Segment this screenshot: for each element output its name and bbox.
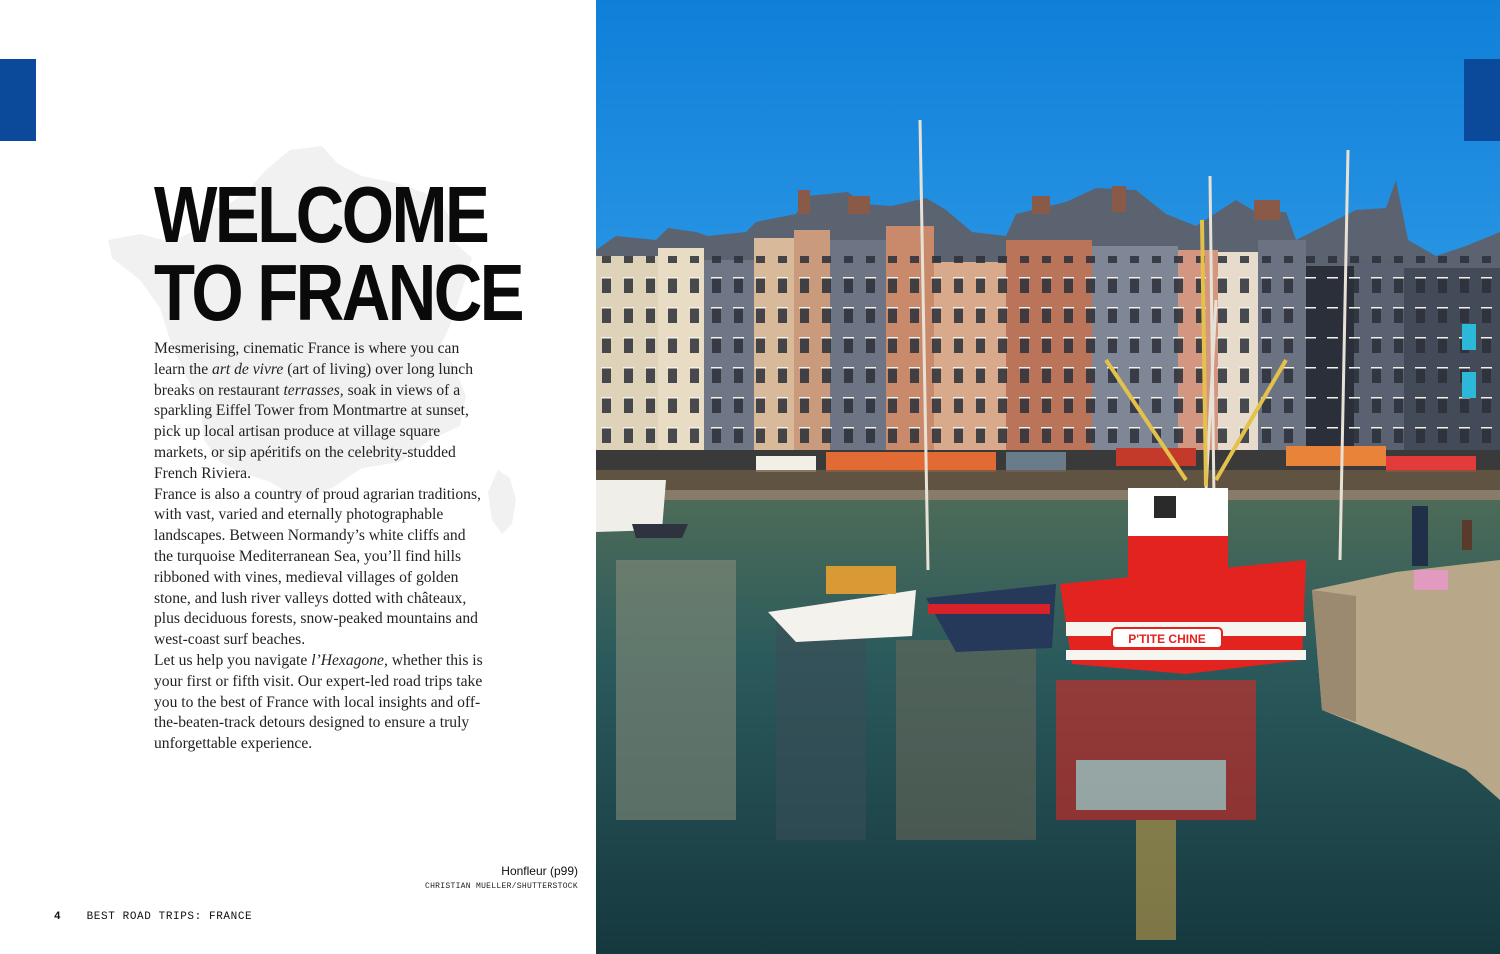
paragraph-1-text-c: soak in views of a sparkling Eiffel Tower from Montmartre at sunset, pick up local artisan produce at village square markets, or sip apéritifs on the celebrity-studded French Riviera. — [154, 381, 469, 482]
paragraph-3-text-a: Let us help you navigate — [154, 651, 312, 669]
paragraph-1-text-a: Mesmerising, cinematic France is where you can learn the — [154, 340, 460, 378]
paragraph-3 — [154, 651, 484, 755]
page-title — [154, 170, 523, 337]
section-tab-left — [0, 59, 36, 141]
photo-caption — [425, 864, 578, 891]
title-line-1: WELCOME — [154, 170, 488, 259]
caption-title: Honfleur (p99) — [501, 864, 578, 878]
paragraph-3-italic: l’Hexagone, — [311, 651, 388, 669]
body-text — [154, 339, 484, 755]
paragraph-1 — [154, 339, 484, 485]
paragraph-1-italic-b: terrasses, — [283, 381, 344, 399]
left-page — [0, 0, 596, 954]
running-head: BEST ROAD TRIPS: FRANCE — [86, 911, 253, 923]
page-footer — [54, 911, 252, 923]
paragraph-2: France is also a country of proud agrarian traditions, with vast, varied and eternally photographable landscapes. Between Normandy’s white cliffs and the turquoise Mediterranean Sea, you’ll find hills ribboned with vines, medieval villages of golden stone, and lush river valleys dotted with châteaux, plus deciduous forests, snow-peaked mountains and west-coast surf beaches. — [154, 485, 481, 649]
paragraph-1-text-b: (art of living) over long lunch breaks on restaurant — [154, 360, 474, 399]
right-page — [596, 0, 1500, 954]
paragraph-3-text-b: whether this is your first or fifth visit. Our expert-led road trips take you to the best of France with local insights and off-the-beaten-track detours designed to ensure a truly unforgettable experience. — [154, 651, 483, 753]
photo-credit: CHRISTIAN MUELLER/SHUTTERSTOCK — [424, 882, 578, 891]
section-tab-right — [1464, 59, 1500, 141]
boat-name-label: P'TITE CHINE — [1128, 632, 1206, 646]
page-number: 4 — [54, 911, 61, 923]
cafe-awnings — [596, 446, 1500, 500]
title-line-2: TO FRANCE — [154, 248, 523, 337]
honfleur-harbour-photo — [596, 0, 1500, 954]
paragraph-1-italic-a: art de vivre — [212, 360, 284, 378]
